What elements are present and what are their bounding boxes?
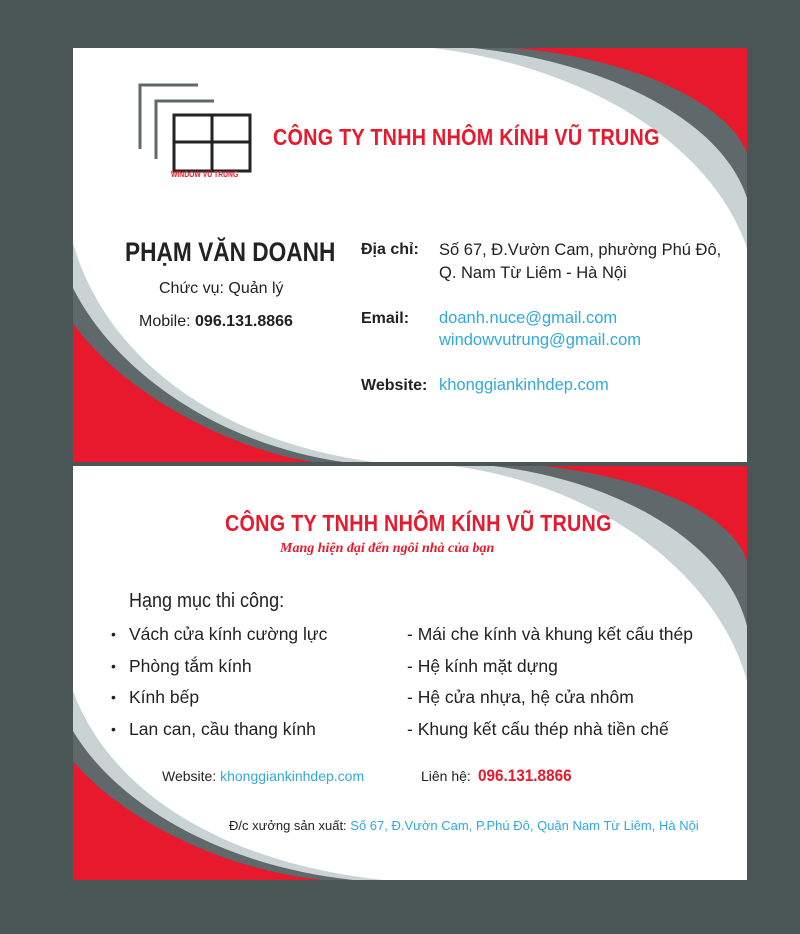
person-name: PHẠM VĂN DOANH [125, 237, 336, 267]
contact-label: Liên hệ: [421, 768, 471, 784]
factory-address: Số 67, Đ.Vườn Cam, P.Phú Đô, Quận Nam Từ Liêm, Hà Nội [350, 818, 699, 833]
bullet-icon: • [111, 626, 116, 642]
website-link[interactable]: khonggiankinhdep.com [439, 376, 609, 394]
factory-address-line [229, 818, 699, 833]
website-link-back[interactable]: khonggiankinhdep.com [220, 768, 365, 784]
bullet-icon: • [111, 658, 116, 674]
service-item-left: Vách cửa kính cường lực [129, 624, 328, 644]
company-name: CÔNG TY TNHH NHÔM KÍNH VŨ TRUNG [273, 124, 660, 150]
bullet-icon: • [111, 689, 116, 705]
website-label-back: Website: [162, 768, 221, 784]
service-item-right: - Khung kết cấu thép nhà tiền chế [407, 719, 669, 739]
address-line-1: Số 67, Đ.Vườn Cam, phường Phú Đô, [439, 241, 722, 259]
service-item-left: Phòng tắm kính [129, 656, 252, 676]
address-line-2: Q. Nam Từ Liêm - Hà Nội [439, 264, 627, 282]
mobile-line [139, 313, 293, 331]
service-item-right: - Hệ kính mặt dựng [407, 656, 558, 676]
person-position: Chức vụ: Quản lý [159, 280, 284, 297]
services-heading: Hạng mục thi công: [129, 590, 285, 612]
business-card-front [73, 48, 747, 462]
service-item-left: Lan can, cầu thang kính [129, 719, 316, 739]
website-line-back [162, 768, 364, 784]
business-card-back [73, 466, 747, 880]
email-label: Email: [361, 310, 410, 327]
email-2[interactable]: windowvutrung@gmail.com [439, 331, 641, 349]
email-1[interactable]: doanh.nuce@gmail.com [439, 309, 618, 327]
website-label: Website: [361, 377, 428, 394]
factory-label: Đ/c xưởng sản xuất: [229, 818, 351, 833]
service-item-left: Kính bếp [129, 687, 200, 707]
service-item-right: - Hệ cửa nhựa, hệ cửa nhôm [407, 687, 634, 707]
mobile-number: 096.131.8866 [195, 313, 293, 330]
bullet-icon: • [111, 721, 116, 737]
logo-caption: WINDOW VŨ TRUNG [171, 170, 239, 179]
mobile-label: Mobile: [139, 313, 196, 330]
tagline: Mang hiện đại đến ngôi nhà của bạn [280, 541, 495, 556]
address-label: Địa chỉ: [361, 241, 419, 258]
contact-phone[interactable]: 096.131.8866 [478, 766, 572, 785]
company-name-back: CÔNG TY TNHH NHÔM KÍNH VŨ TRUNG [225, 510, 612, 536]
service-item-right: - Mái che kính và khung kết cấu thép [407, 624, 693, 644]
